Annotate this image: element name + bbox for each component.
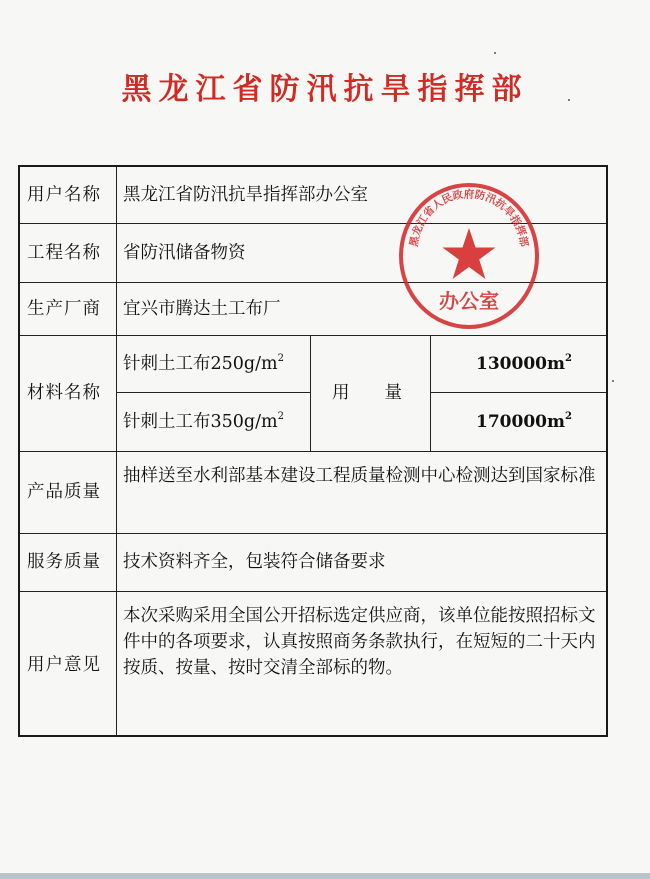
- scan-speck: [612, 380, 614, 382]
- manufacturer-label: 生产厂商: [27, 299, 101, 319]
- material-item-1-quantity: [476, 350, 572, 378]
- page-title: 黑龙江省防汛抗旱指挥部: [121, 72, 529, 107]
- material-item-1-name: 针刺土工布250g/m: [123, 354, 278, 374]
- product-quality-label: 产品质量: [27, 482, 101, 502]
- material-item-2-quantity: [476, 408, 572, 436]
- material-item-2: [123, 408, 284, 436]
- user-name-label: 用户名称: [27, 185, 101, 205]
- material-item-1-quantity-sup: 2: [564, 353, 572, 364]
- project-name-label: 工程名称: [27, 243, 101, 263]
- service-quality-label: 服务质量: [27, 552, 101, 572]
- material-label: 材料名称: [27, 383, 101, 403]
- seal-star-icon: [443, 228, 496, 279]
- user-opinion-value: 本次采购采用全国公开招标选定供应商，该单位能按照招标文件中的各项要求，认真按照商务条款执行，在短短的二十天内按质、按量、按时交清全部标的物。: [123, 606, 596, 678]
- scan-edge-strip: [0, 873, 650, 879]
- project-name-value: 省防汛储备物资: [123, 243, 246, 263]
- scan-speck: [494, 52, 496, 54]
- material-item-2-quantity-value: 170000m: [476, 412, 565, 432]
- service-quality-value: 技术资料齐全，包装符合储备要求: [123, 552, 386, 572]
- material-item-2-name-sup: 2: [277, 411, 284, 422]
- user-opinion-label: 用户意见: [27, 655, 101, 675]
- product-quality-value: 抽样送至水利部基本建设工程质量检测中心检测达到国家标准: [123, 466, 596, 486]
- seal-ring-text: 黑龙江省人民政府防汛抗旱指挥部: [408, 188, 530, 248]
- quantity-label: 用 量: [332, 383, 402, 403]
- material-item-1-name-sup: 2: [277, 353, 284, 364]
- official-seal: [396, 180, 542, 330]
- material-item-2-quantity-sup: 2: [564, 411, 572, 422]
- manufacturer-value: 宜兴市腾达土工布厂: [123, 299, 281, 319]
- material-item-1-quantity-value: 130000m: [476, 354, 565, 374]
- scan-speck: [568, 99, 570, 101]
- user-name-value: 黑龙江省防汛抗旱指挥部办公室: [123, 185, 368, 205]
- material-item-1: [123, 350, 284, 378]
- material-item-2-name: 针刺土工布350g/m: [123, 412, 278, 432]
- seal-center-text: 办公室: [439, 289, 499, 313]
